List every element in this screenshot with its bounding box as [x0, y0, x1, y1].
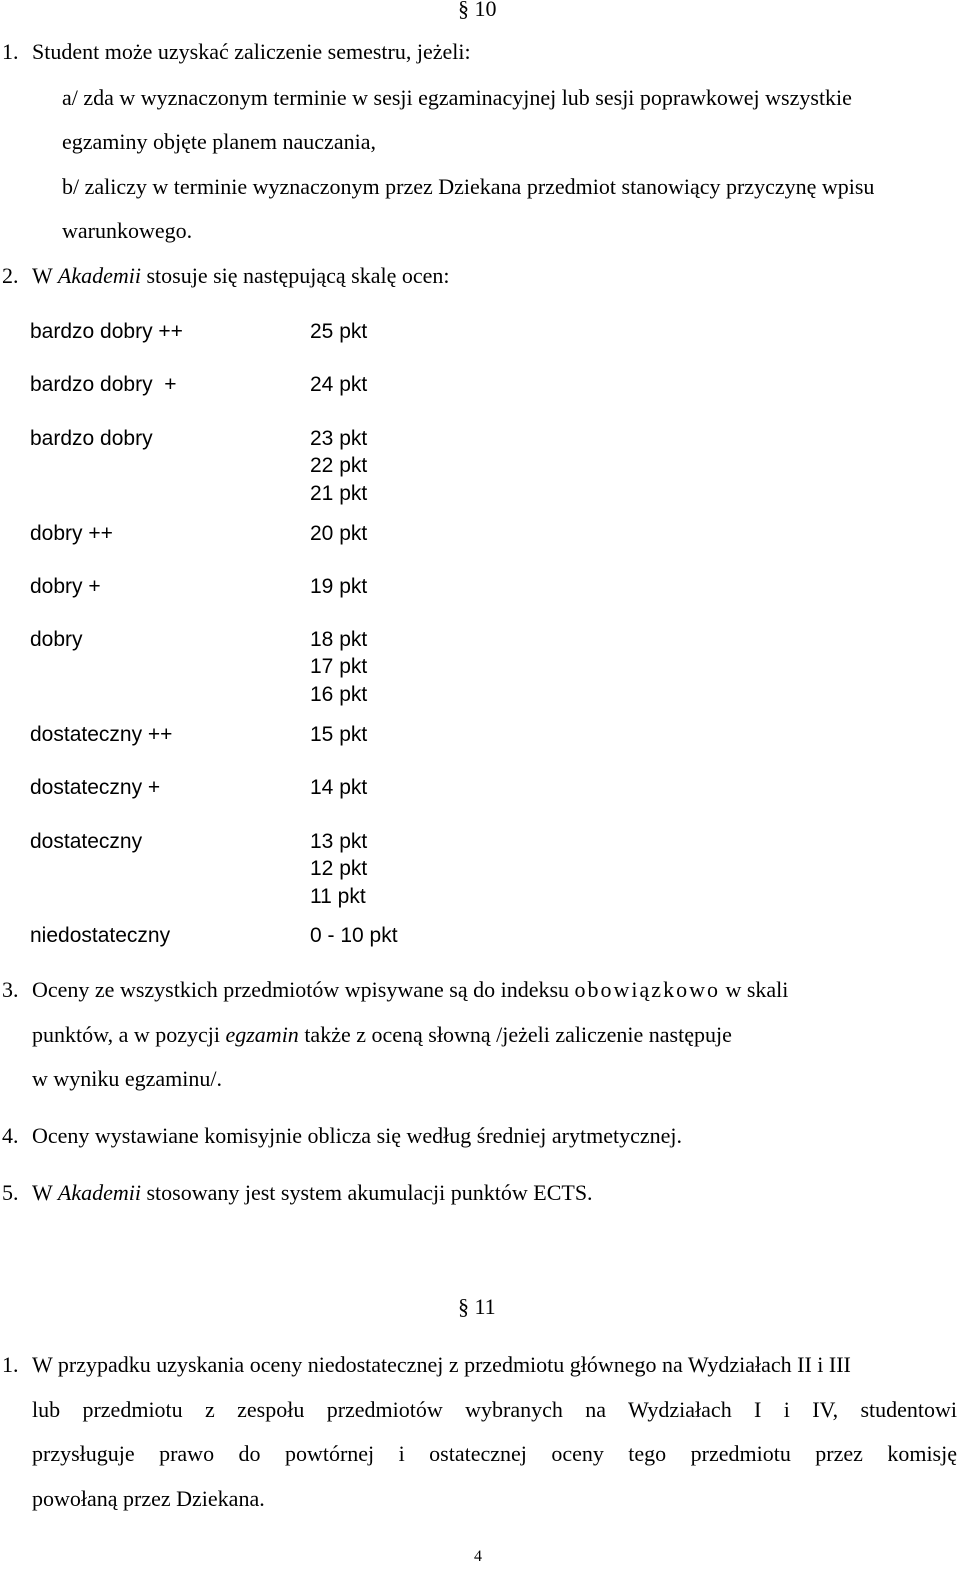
- s10-p3-line3: w wyniku egzaminu/.: [32, 1066, 223, 1091]
- s10-p2-suffix: stosuje się następującą skalę ocen:: [140, 263, 450, 288]
- section-11-heading: § 11: [458, 1294, 496, 1319]
- s10-p2-emph: Akademii: [57, 263, 141, 288]
- s10-p2-number: 2.: [2, 263, 19, 288]
- grade-points: 18 pkt: [310, 628, 368, 651]
- s10-p3-line2-emph: egzamin: [225, 1022, 299, 1047]
- s10-p1-number: 1.: [2, 39, 19, 64]
- s10-p3-number: 3.: [2, 977, 19, 1002]
- s10-p1-b-line1: b/ zaliczy w terminie wyznaczonym przez Dziekana przedmiot stanowiący przyczynę wpisu: [62, 174, 875, 199]
- grade-label: bardzo dobry: [30, 427, 153, 450]
- s10-p2-prefix: W: [32, 263, 58, 288]
- s10-p3-part2: w skali: [719, 977, 789, 1002]
- s10-p1-b-line2: warunkowego.: [62, 218, 193, 243]
- s10-p5-number: 5.: [2, 1180, 19, 1205]
- grade-points: 16 pkt: [310, 683, 368, 706]
- grade-label: dobry +: [30, 575, 101, 598]
- s10-p3-part1: Oceny ze wszystkich przedmiotów wpisywane są do indeksu: [32, 977, 575, 1002]
- s10-p1-a-line2: egzaminy objęte planem nauczania,: [62, 129, 376, 154]
- s10-p3-line2-a: punktów, a w pozycji: [32, 1022, 226, 1047]
- grade-points: 14 pkt: [310, 776, 368, 799]
- s11-p1-line4: powołaną przez Dziekana.: [32, 1486, 265, 1511]
- grade-points: 15 pkt: [310, 723, 368, 746]
- grade-label: dobry: [30, 628, 83, 651]
- s11-p1-line2: lub przedmiotu z zespołu przedmiotów wybranych na Wydziałach I i IV, studentowi: [32, 1397, 957, 1422]
- grade-points: 17 pkt: [310, 655, 368, 678]
- s11-p1-line1: W przypadku uzyskania oceny niedostatecznej z przedmiotu głównego na Wydziałach II i III: [32, 1352, 851, 1377]
- grade-label: bardzo dobry ++: [30, 320, 183, 343]
- grade-points: 21 pkt: [310, 482, 368, 505]
- grade-points: 20 pkt: [310, 522, 368, 545]
- grade-points: 11 pkt: [310, 885, 366, 908]
- s11-p1-number: 1.: [2, 1352, 19, 1377]
- grade-label: niedostateczny: [30, 924, 171, 947]
- s11-p1-line3: przysługuje prawo do powtórnej i ostatecznej oceny tego przedmiotu przez komisję: [32, 1441, 957, 1466]
- s11-p1-line3-wrap: [32, 1432, 957, 1476]
- grade-points: 12 pkt: [310, 857, 368, 880]
- s10-p1-a-line1: a/ zda w wyznaczonym terminie w sesji egzaminacyjnej lub sesji poprawkowej wszystkie: [62, 85, 852, 110]
- s10-p5-prefix: W: [32, 1180, 58, 1205]
- grade-points: 24 pkt: [310, 373, 368, 396]
- s10-p3-line2-b: także z oceną słowną /jeżeli zaliczenie następuje: [298, 1022, 732, 1047]
- s10-p3-line2: [32, 1013, 957, 1057]
- grade-label: bardzo dobry +: [30, 373, 177, 396]
- s10-p4-text: Oceny wystawiane komisyjnie oblicza się według średniej arytmetycznej.: [32, 1123, 683, 1148]
- grade-points: 19 pkt: [310, 575, 368, 598]
- s10-p5-emph: Akademii: [57, 1180, 141, 1205]
- s10-p5-suffix: stosowany jest system akumulacji punktów ECTS.: [140, 1180, 593, 1205]
- s11-p1-line2-wrap: [32, 1388, 957, 1432]
- s10-p1-text: Student może uzyskać zaliczenie semestru, jeżeli:: [32, 39, 471, 64]
- grade-points: 22 pkt: [310, 454, 368, 477]
- grade-points: 13 pkt: [310, 830, 368, 853]
- s10-p4-number: 4.: [2, 1123, 19, 1148]
- grade-label: dostateczny: [30, 830, 143, 853]
- s10-p3-line1: [32, 968, 957, 1012]
- page-number: 4: [474, 1548, 482, 1565]
- grade-points: 0 - 10 pkt: [310, 924, 398, 947]
- grade-label: dostateczny +: [30, 776, 161, 799]
- grade-label: dostateczny ++: [30, 723, 173, 746]
- section-10-heading: § 10: [458, 0, 497, 21]
- grade-points: 23 pkt: [310, 427, 368, 450]
- grade-points: 25 pkt: [310, 320, 368, 343]
- s10-p3-spaced: obowiązkowo: [574, 977, 720, 1002]
- grade-label: dobry ++: [30, 522, 113, 545]
